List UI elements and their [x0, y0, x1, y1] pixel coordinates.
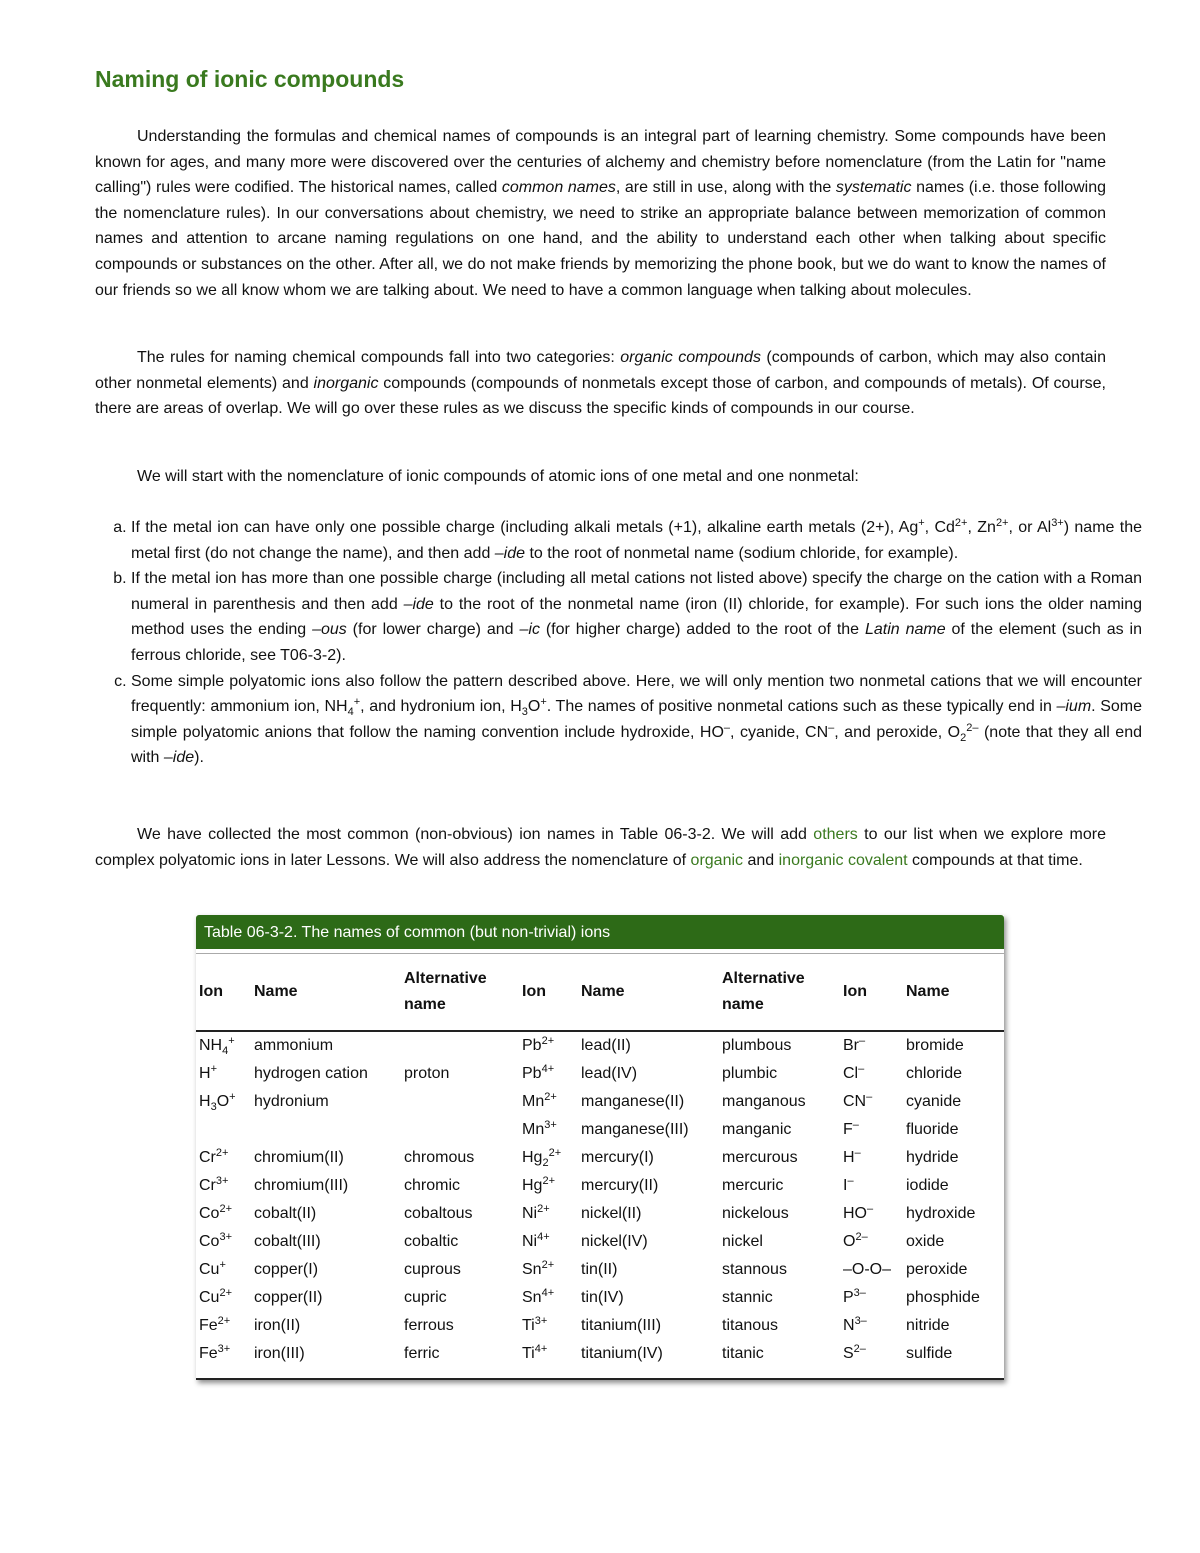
- ion-charge: +: [210, 1063, 217, 1075]
- emphasis: –ic: [519, 621, 540, 639]
- text-span: , and peroxide, O: [834, 723, 961, 741]
- ion-name-cell: nickel(II): [581, 1205, 642, 1222]
- ion-name-cell: sulfide: [906, 1345, 953, 1362]
- ion-symbol: I: [843, 1177, 848, 1194]
- ion-charge: –: [866, 1091, 873, 1103]
- alternative-name-cell: nickel: [722, 1233, 763, 1250]
- ion-symbol: P: [843, 1289, 854, 1306]
- ion-name-cell: hydrogen cation: [254, 1065, 368, 1082]
- text-span: compounds (compounds of nonmetals except those of carbon, and compounds of metals). Of course, there are areas of overlap. We will go over these rules as we discuss the specific kinds of compounds in our course.: [95, 374, 1107, 418]
- rules-list: [95, 515, 1142, 771]
- ion-formula-cell: [519, 1256, 578, 1284]
- ion-name-cell: titanium(IV): [581, 1345, 663, 1362]
- organic-link[interactable]: organic: [690, 851, 744, 869]
- ion-formula-cell: [196, 1031, 251, 1060]
- rule-b: [131, 566, 1142, 668]
- ion-symbol: H: [199, 1065, 211, 1082]
- ion-formula-cell: [196, 1088, 251, 1116]
- ion-name-cell: tin(IV): [581, 1289, 624, 1306]
- ion-charge: 3+: [534, 1315, 548, 1327]
- ion-formula-cell: [840, 1256, 903, 1284]
- ion-symbol-suffix: O: [216, 1093, 230, 1110]
- column-header: Alternative name: [401, 954, 519, 1031]
- ion-formula-cell: [840, 1031, 903, 1060]
- ion-name-cell: manganese(II): [581, 1093, 685, 1110]
- ion-formula-cell: [519, 1144, 578, 1172]
- ion-formula-cell: [519, 1031, 578, 1060]
- text-span: Understanding the formulas and chemical names of compounds is an integral part of learning chemistry. Some compounds have been known for ages, and many more were discovered over the centuries of alchemy and chemistry before nomenclature (from the Latin for "name calling") rules were codified. The historical names, called: [95, 128, 1106, 197]
- superscript: 3+: [1051, 517, 1064, 529]
- alternative-name-cell: cuprous: [404, 1261, 461, 1278]
- emphasis: Latin name: [864, 621, 946, 639]
- ion-name-cell: copper(II): [254, 1289, 323, 1306]
- ion-symbol: Co: [199, 1233, 220, 1250]
- text-span: . The names of positive nonmetal cations such as these typically end in: [546, 698, 1057, 716]
- paragraph-1: [95, 124, 1106, 303]
- ion-charge: 2+: [541, 1035, 555, 1047]
- ion-formula-cell: [196, 1172, 251, 1200]
- ion-formula-cell: [840, 1284, 903, 1312]
- ion-symbol: H: [199, 1093, 211, 1110]
- ion-name-cell: [251, 1116, 401, 1144]
- alternative-name-cell: cupric: [404, 1289, 447, 1306]
- text-span: The rules for naming chemical compounds fall into two categories:: [137, 349, 621, 366]
- table-body: [196, 1031, 1004, 1368]
- ion-symbol: –O-O–: [843, 1261, 892, 1278]
- ion-charge: 4+: [541, 1287, 555, 1299]
- table-row: [196, 1228, 1004, 1256]
- ion-symbol: Sn: [522, 1261, 542, 1278]
- ion-charge: 2+: [219, 1287, 232, 1299]
- ion-symbol: N: [843, 1317, 855, 1334]
- ion-formula-cell: [196, 1200, 251, 1228]
- alternative-name-cell: stannous: [722, 1261, 787, 1278]
- column-header: Name: [251, 954, 401, 1031]
- alternative-name-cell: manganic: [722, 1121, 792, 1138]
- collection-section: [95, 822, 1106, 873]
- start-section: [95, 464, 1106, 490]
- ion-charge: 3–: [854, 1315, 867, 1327]
- emphasis: –ide: [403, 595, 434, 613]
- ion-name-cell: bromide: [906, 1037, 964, 1054]
- rule-c: [131, 669, 1142, 771]
- text-span: , and hydronium ion, H: [360, 698, 522, 716]
- table-row: [196, 1088, 1004, 1116]
- table-body-wrapper: [196, 953, 1004, 1380]
- alternative-name-cell: stannic: [722, 1289, 773, 1306]
- inorganic-covalent-link[interactable]: inorganic covalent: [778, 851, 908, 869]
- text-span: to the root of the nonmetal name (iron (II) chloride, for example). For such ions the older naming method uses the ending: [131, 595, 1142, 639]
- ion-name-cell: oxide: [906, 1233, 945, 1250]
- ion-charge: 4+: [541, 1063, 555, 1075]
- ion-charge: 2+: [217, 1315, 231, 1327]
- ion-subscript: 4: [222, 1045, 229, 1057]
- superscript: 2–: [966, 721, 979, 734]
- ion-name-cell: chromium(II): [254, 1149, 344, 1166]
- ion-charge: 2+: [544, 1091, 557, 1103]
- emphasis-organic: organic compounds: [620, 349, 761, 366]
- text-span: Some simple polyatomic ions also follow the pattern described above. Here, we will only mention two nonmetal cations that we will encounter frequently: ammonium ion, NH: [131, 672, 1142, 716]
- column-header: Ion: [196, 954, 251, 1031]
- paragraph-4: [95, 822, 1106, 873]
- ion-name-cell: copper(I): [254, 1261, 319, 1278]
- ion-name-cell: hydroxide: [906, 1205, 976, 1222]
- ion-name-cell: hydride: [906, 1149, 959, 1166]
- ion-symbol: Pb: [522, 1037, 542, 1054]
- ion-symbol: H: [843, 1149, 855, 1166]
- alternative-name-cell: mercurous: [722, 1149, 798, 1166]
- table-row: [196, 1312, 1004, 1340]
- ion-symbol: Hg: [522, 1149, 543, 1166]
- ion-name-cell: cobalt(II): [254, 1205, 317, 1222]
- emphasis: –ium: [1056, 698, 1092, 716]
- alternative-name-cell: chromous: [404, 1149, 475, 1166]
- table-bottom-rule: [196, 1378, 1004, 1380]
- ion-formula-cell: [840, 1340, 903, 1368]
- ion-formula-cell: [519, 1116, 578, 1144]
- text-span: to the root of nonmetal name (sodium chloride, for example).: [525, 544, 959, 562]
- superscript: +: [918, 517, 925, 529]
- text-span: ) name the metal first (do not change the name), and then add: [131, 519, 1143, 562]
- text-span: of the element (such as in ferrous chloride, see T06-3-2).: [131, 621, 1143, 664]
- ion-charge: –: [847, 1175, 854, 1187]
- text-span: to our list when we explore more complex polyatomic ions in later Lessons. We will also address the nomenclature of: [95, 826, 1107, 869]
- column-header: Name: [578, 954, 719, 1031]
- ion-symbol: Br: [843, 1037, 859, 1054]
- text-span: If the metal ion can have only one possible charge (including alkali metals (+1), alkaline earth metals (2+), Ag: [131, 519, 919, 536]
- ion-formula-cell: [196, 1060, 251, 1088]
- text-span: , or Al: [1008, 519, 1052, 536]
- ion-formula-cell: [840, 1144, 903, 1172]
- ion-symbol: HO: [843, 1205, 867, 1222]
- alternative-name-cell: cobaltous: [404, 1205, 473, 1222]
- column-header: Alternative name: [719, 954, 840, 1031]
- ion-charge: –: [859, 1035, 866, 1047]
- ion-symbol: Co: [199, 1205, 220, 1222]
- ion-formula-cell: [519, 1340, 578, 1368]
- ion-name-cell: lead(II): [581, 1037, 631, 1054]
- ion-formula-cell: [196, 1116, 251, 1144]
- superscript: –: [723, 721, 731, 734]
- categories-section: [95, 345, 1106, 422]
- ion-formula-cell: [840, 1088, 903, 1116]
- emphasis: –ide: [163, 749, 195, 767]
- ion-symbol: S: [843, 1345, 854, 1362]
- alternative-name-cell: nickelous: [722, 1205, 789, 1222]
- ion-charge: –: [867, 1203, 874, 1215]
- table-row: [196, 1284, 1004, 1312]
- text-span: ).: [194, 749, 204, 767]
- ion-symbol: Fe: [199, 1317, 218, 1334]
- ion-name-cell: tin(II): [581, 1261, 618, 1278]
- ion-names-table-box: [196, 915, 1004, 1380]
- ion-name-cell: fluoride: [906, 1121, 959, 1138]
- alternative-name-cell: manganous: [722, 1093, 806, 1110]
- ion-formula-cell: [196, 1228, 251, 1256]
- table-caption: Table 06-3-2. The names of common (but non-trivial) ions: [196, 915, 1004, 949]
- ion-symbol: Hg: [522, 1177, 543, 1194]
- alternative-name-cell: mercuric: [722, 1177, 784, 1194]
- ion-formula-cell: [840, 1228, 903, 1256]
- ion-name-cell: ammonium: [254, 1037, 334, 1054]
- alternative-name-cell: titanous: [722, 1317, 779, 1334]
- alternative-name-cell: plumbous: [722, 1037, 792, 1054]
- intro-section: [95, 124, 1106, 303]
- emphasis: –ide: [494, 544, 526, 562]
- superscript: 2+: [954, 517, 968, 529]
- ion-subscript: 2: [542, 1157, 549, 1169]
- text-span: , Cd: [924, 519, 955, 536]
- ion-charge: 3+: [215, 1175, 229, 1187]
- page-title: Naming of ionic compounds: [95, 66, 405, 92]
- ion-symbol: Cu: [199, 1289, 220, 1306]
- emphasis-systematic: systematic: [835, 179, 912, 197]
- ion-symbol: F: [843, 1121, 853, 1138]
- ion-charge: 2+: [542, 1175, 555, 1187]
- alternative-name-cell: [401, 1088, 519, 1116]
- ion-name-cell: titanium(III): [581, 1317, 662, 1334]
- ion-name-cell: iron(II): [254, 1317, 301, 1334]
- ion-name-cell: mercury(II): [581, 1177, 659, 1194]
- text-span: . Some simple polyatomic anions that follow the naming convention include hydroxide, HO: [131, 698, 1143, 741]
- text-span: (for lower charge) and: [346, 621, 520, 639]
- ion-formula-cell: [196, 1340, 251, 1368]
- alternative-name-cell: titanic: [722, 1345, 764, 1362]
- ion-charge: 3+: [544, 1119, 557, 1131]
- ion-name-cell: hydronium: [254, 1093, 329, 1110]
- ion-name-cell: chromium(III): [254, 1177, 349, 1194]
- ion-symbol: Ni: [522, 1233, 538, 1250]
- ion-symbol: Ti: [522, 1345, 535, 1362]
- ion-formula-cell: [519, 1172, 578, 1200]
- alternative-name-cell: ferrous: [404, 1317, 454, 1334]
- ion-formula-cell: [196, 1284, 251, 1312]
- alternative-name-cell: ferric: [404, 1345, 440, 1362]
- table-row: [196, 1031, 1004, 1060]
- ion-name-cell: mercury(I): [581, 1149, 654, 1166]
- ion-formula-cell: [519, 1228, 578, 1256]
- text-span: , Zn: [967, 519, 996, 536]
- ion-charge: +: [228, 1035, 235, 1047]
- ion-symbol: Ni: [522, 1205, 538, 1222]
- paragraph-2: [95, 345, 1106, 422]
- column-header: Ion: [840, 954, 903, 1031]
- ion-symbol: Ti: [522, 1317, 535, 1334]
- ion-symbol: Cu: [199, 1261, 220, 1278]
- ion-formula-cell: [840, 1060, 903, 1088]
- ion-name-cell: manganese(III): [581, 1121, 689, 1138]
- ion-formula-cell: [519, 1088, 578, 1116]
- ion-charge: –: [858, 1063, 865, 1075]
- ion-symbol: Mn: [522, 1121, 545, 1138]
- ion-symbol: Sn: [522, 1289, 542, 1306]
- superscript: –: [828, 721, 835, 734]
- ion-formula-cell: [196, 1144, 251, 1172]
- table-row: [196, 1256, 1004, 1284]
- ion-symbol: Fe: [199, 1345, 218, 1362]
- alternative-name-cell: plumbic: [722, 1065, 778, 1082]
- ion-formula-cell: [840, 1116, 903, 1144]
- ion-charge: 3+: [217, 1343, 231, 1355]
- text-span: (compounds of carbon, which may also contain other nonmetal elements) and: [95, 349, 1106, 392]
- text-span: We have collected the most common (non-obvious) ion names in Table 06-3-2. We will add: [137, 826, 814, 843]
- alternative-name-cell: [401, 1116, 519, 1144]
- alternative-name-cell: [401, 1031, 519, 1060]
- text-span: (for higher charge) added to the root of the: [539, 621, 865, 639]
- ion-name-cell: peroxide: [906, 1261, 968, 1278]
- ion-symbol: Mn: [522, 1093, 545, 1110]
- ion-name-cell: cobalt(III): [254, 1233, 321, 1250]
- ion-formula-cell: [840, 1200, 903, 1228]
- ion-name-cell: chloride: [906, 1065, 963, 1082]
- ion-name-cell: iron(III): [254, 1345, 305, 1362]
- ion-charge: 2+: [548, 1147, 562, 1159]
- superscript: 2+: [995, 517, 1009, 529]
- ion-charge: 3–: [853, 1287, 866, 1299]
- emphasis-common-names: common names: [501, 179, 616, 197]
- ion-charge: 4+: [534, 1343, 548, 1355]
- text-span: O: [527, 698, 541, 716]
- subscript: 2: [960, 731, 967, 744]
- subscript: 3: [521, 706, 528, 719]
- ion-charge: –: [852, 1119, 859, 1131]
- ion-name-cell: nickel(IV): [581, 1233, 648, 1250]
- ion-name-cell: iodide: [906, 1177, 949, 1194]
- alternative-name-cell: chromic: [404, 1177, 461, 1194]
- ion-formula-cell: [519, 1060, 578, 1088]
- ion-name-cell: lead(IV): [581, 1065, 638, 1082]
- table-row: [196, 1340, 1004, 1368]
- text-span: names (i.e. those following the nomenclature rules). In our conversations about chemistry, we need to strike an appropriate balance between memorization of common names and attention to arcane naming regulations on one hand, and the ability to understand each other when talking about specific compounds or substances on the other. After all, we do not make friends by memorizing the phone book, but we do want to know the names of our friends so we all know whom we are talking about. We need to have a common language when talking about molecules.: [95, 179, 1106, 299]
- ion-charge: 3+: [219, 1231, 232, 1243]
- ion-formula-cell: [519, 1312, 578, 1340]
- ion-formula-cell: [519, 1284, 578, 1312]
- ion-symbol: O: [843, 1233, 856, 1250]
- subscript: 4: [347, 706, 354, 719]
- ion-symbol: CN: [843, 1093, 867, 1110]
- ion-charge: 2+: [541, 1259, 555, 1271]
- others-link[interactable]: others: [813, 826, 858, 843]
- text-span: (note that they all end with: [131, 723, 1142, 767]
- ion-formula-cell: [519, 1200, 578, 1228]
- ion-symbol: NH: [199, 1037, 223, 1054]
- ion-names-table: [196, 954, 1004, 1368]
- superscript: +: [540, 696, 547, 709]
- ion-symbol: Pb: [522, 1065, 542, 1082]
- table-header-row: [196, 954, 1004, 1031]
- ion-charge: 2+: [537, 1203, 550, 1215]
- rule-a: [131, 515, 1142, 566]
- table-row: [196, 1116, 1004, 1144]
- emphasis-inorganic: inorganic: [313, 374, 379, 392]
- ion-charge: 2–: [855, 1231, 868, 1243]
- alternative-name-cell: cobaltic: [404, 1233, 459, 1250]
- column-header: Name: [903, 954, 1004, 1031]
- ion-charge: 4+: [537, 1231, 550, 1243]
- alternative-name-cell: proton: [404, 1065, 450, 1082]
- ion-charge: 2+: [215, 1147, 229, 1159]
- ion-symbol: Cr: [199, 1177, 216, 1194]
- ion-formula-cell: [840, 1312, 903, 1340]
- text-span: , are still in use, along with the: [615, 179, 836, 197]
- ion-charge: +: [229, 1091, 236, 1103]
- text-span: , cyanide, CN: [730, 723, 829, 741]
- ion-symbol: Cr: [199, 1149, 216, 1166]
- table-row: [196, 1060, 1004, 1088]
- ion-formula-cell: [196, 1256, 251, 1284]
- ion-charge: 2+: [219, 1203, 232, 1215]
- table-row: [196, 1200, 1004, 1228]
- table-row: [196, 1172, 1004, 1200]
- ion-name-cell: cyanide: [906, 1093, 962, 1110]
- ion-charge: –: [854, 1147, 861, 1159]
- ion-subscript: 3: [210, 1101, 217, 1113]
- text-span: and: [743, 851, 779, 869]
- table-row: [196, 1144, 1004, 1172]
- text-span: If the metal ion has more than one possible charge (including all metal cations not listed above) specify the charge on the cation with a Roman numeral in parenthesis and then add: [131, 570, 1142, 613]
- ion-formula-cell: [840, 1172, 903, 1200]
- ion-charge: 2–: [853, 1343, 866, 1355]
- ion-name-cell: nitride: [906, 1317, 950, 1334]
- ion-symbol: Cl: [843, 1065, 859, 1082]
- ion-formula-cell: [196, 1312, 251, 1340]
- ion-name-cell: phosphide: [906, 1289, 980, 1306]
- text-span: compounds at that time.: [907, 851, 1083, 869]
- emphasis: –ous: [312, 621, 347, 639]
- column-header: Ion: [519, 954, 578, 1031]
- ion-charge: +: [219, 1259, 226, 1271]
- superscript: +: [353, 696, 361, 709]
- paragraph-3: We will start with the nomenclature of ionic compounds of atomic ions of one metal and one nonmetal:: [137, 468, 859, 485]
